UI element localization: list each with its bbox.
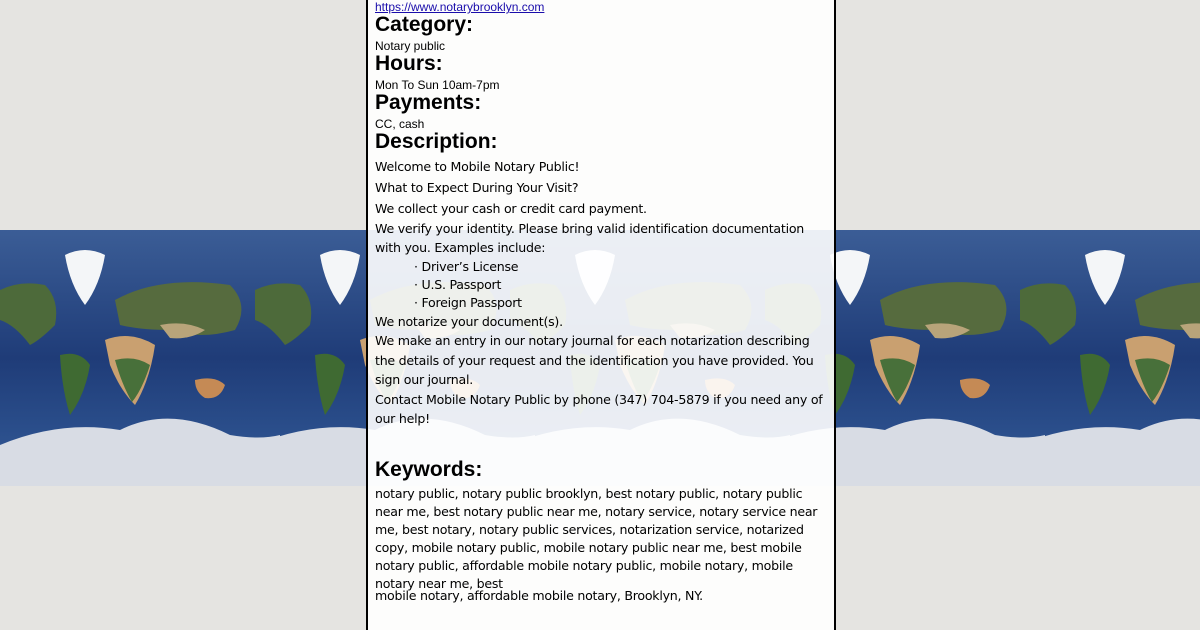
keywords-heading: Keywords: — [375, 458, 483, 481]
payments-value: CC, cash — [375, 117, 425, 131]
keywords-value-end: mobile notary, affordable mobile notary, Brooklyn, NY. — [375, 588, 703, 603]
hours-heading: Hours: — [375, 52, 443, 75]
hours-value: Mon To Sun 10am-7pm — [375, 78, 500, 92]
business-details-panel — [366, 0, 836, 630]
description-body — [375, 157, 827, 429]
description-line: We verify your identity. Please bring valid identification documentation with you. Examples include: — [375, 220, 805, 255]
category-heading: Category: — [375, 13, 474, 36]
category-value: Notary public — [375, 39, 446, 53]
website-link[interactable]: https://www.notarybrooklyn.com — [375, 0, 545, 14]
description-line: Welcome to Mobile Notary Public! — [375, 159, 580, 174]
description-heading: Description: — [375, 130, 498, 153]
id-example-item: · U.S. Passport — [414, 276, 502, 292]
description-line: What to Expect During Your Visit? — [375, 180, 579, 195]
description-line: We notarize your document(s). — [375, 313, 563, 329]
id-example-item: · Driver’s License — [414, 258, 519, 274]
id-example-item: · Foreign Passport — [414, 294, 522, 310]
description-line: Contact Mobile Notary Public by phone (347) 704-5879 if you need any of our help! — [375, 391, 823, 426]
description-line: We make an entry in our notary journal for each notarization describing the details of your request and the identification you have provided. You sign our journal. — [375, 333, 814, 387]
payments-heading: Payments: — [375, 91, 482, 114]
keywords-value: notary public, notary public brooklyn, best notary public, notary public near me, best notary public near me, notary service, notary service near me, best notary, notary public services, notarization service, notarized copy, mobile notary public, mobile notary public near me, best mobile notary public, affordable mobile notary public, mobile notary, mobile notary near me, best — [375, 486, 818, 591]
description-line: We collect your cash or credit card payment. — [375, 201, 647, 216]
